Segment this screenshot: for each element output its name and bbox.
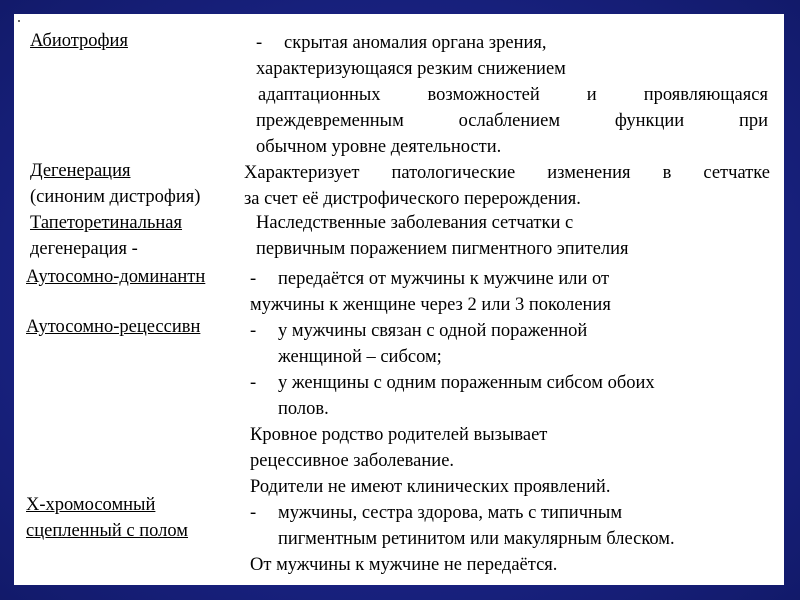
ad-line1: передаётся от мужчины к мужчине или от — [278, 269, 610, 289]
ar-para2: Родители не имеют клинических проявлений. — [250, 477, 611, 497]
abiotrophy-def-line2: характеризующаяся резким снижением — [256, 59, 566, 79]
degeneration-def-line2: за счет её дистрофического перерождения. — [244, 189, 581, 209]
dash-marker: - — [250, 321, 257, 341]
term-x-linked-line1: Х-хромосомный — [26, 495, 156, 515]
x-item1-line1: мужчины, сестра здорова, мать с типичным — [278, 503, 623, 523]
term-degeneration: Дегенерация — [30, 161, 131, 181]
dash-marker: - — [250, 503, 257, 523]
abiotrophy-def-line3: адаптационных возможностей и проявляющаяся — [258, 85, 768, 105]
slide — [14, 14, 784, 585]
term-abiotrophy: Абиотрофия — [30, 31, 128, 51]
ar-para1-line1: Кровное родство родителей вызывает — [250, 425, 548, 445]
abiotrophy-def-line1 — [256, 30, 547, 56]
ar-item1-line1: у мужчины связан с одной пораженной — [278, 321, 588, 341]
ar-item2-line1: у женщины с одним пораженным сибсом обоих — [278, 373, 655, 393]
term-x-linked-line2: сцепленный с полом — [26, 521, 189, 541]
ar-item2-line2: полов. — [278, 399, 329, 419]
ad-line2: мужчины к женщине через 2 или 3 поколения — [250, 295, 611, 315]
dash-marker: - — [256, 33, 263, 53]
dash-marker: - — [250, 373, 257, 393]
ar-para1-line2: рецессивное заболевание. — [250, 451, 455, 471]
term-autosomal-dominant: Аутосомно-доминантн — [26, 267, 206, 287]
inheritance-terms-column — [14, 262, 242, 585]
x-para: От мужчины к мужчине не передаётся. — [250, 555, 558, 575]
tapetoretinal-def-line1: Наследственные заболевания сетчатки с — [256, 213, 574, 233]
ar-item1-line2: женщиной – сибсом; — [278, 347, 442, 367]
tapetoretinal-def-line2: первичным поражением пигментного эпителия — [256, 239, 629, 259]
definitions-panel — [14, 14, 784, 262]
degeneration-def-line1: Характеризует патологические изменения в сетчатке — [244, 163, 770, 183]
abiotrophy-def-text1: скрытая аномалия органа зрения, — [284, 33, 547, 53]
x-item1 — [250, 500, 622, 526]
term-autosomal-recessive: Аутосомно-рецессивн — [26, 317, 201, 337]
inheritance-panel — [14, 262, 784, 585]
ar-item2 — [250, 370, 655, 396]
term-tapetoretinal: Тапеторетинальная — [30, 213, 183, 233]
dash-marker: - — [250, 269, 257, 289]
term-tapetoretinal-line2: дегенерация - — [30, 239, 138, 259]
ar-item1 — [250, 318, 587, 344]
abiotrophy-def-line4: преждевременным ослаблением функции при — [256, 111, 768, 131]
term-degeneration-synonym: (синоним дистрофия) — [30, 187, 201, 207]
abiotrophy-def-line5: обычном уровне деятельности. — [256, 137, 502, 157]
x-item1-line2: пигментным ретинитом или макулярным блеском. — [278, 529, 675, 549]
ad-item — [250, 266, 609, 292]
corner-dot — [18, 20, 20, 22]
